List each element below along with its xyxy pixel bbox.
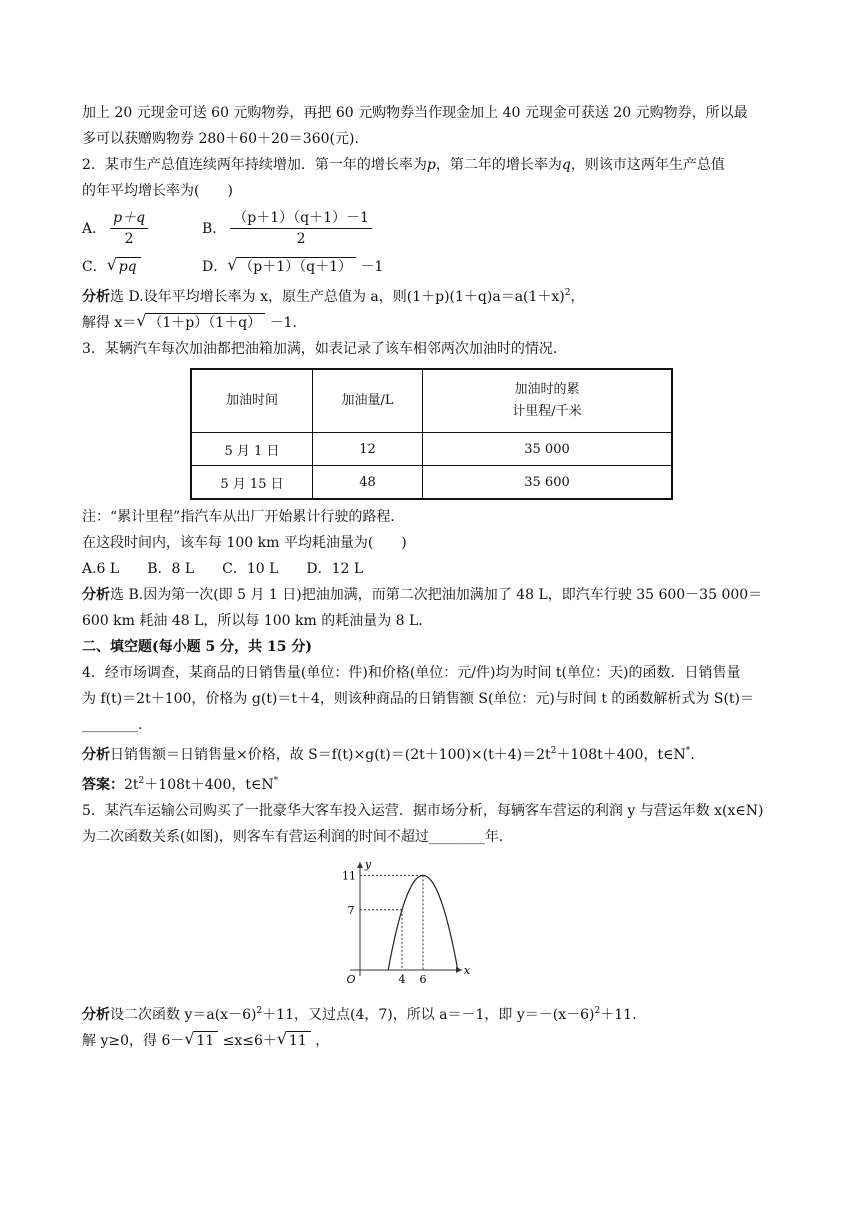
y-axis-label: y [364,858,372,871]
question-3: 3．某辆汽车每次加油都把油箱加满，如表记录了该车相邻两次加油时的情况． [82,341,567,357]
text-line: 多可以获赠购物券 280＋60＋20＝360(元). [82,131,359,147]
options-row [82,252,782,280]
table-cell: 5 月 15 日 [191,466,313,500]
table-header: 加油时间 [191,369,313,433]
table-cell: 12 [313,433,423,466]
question-2: 2．某市生产总值连续两年持续增加．第一年的增长率为p，第二年的增长率为q，则该市这两年生产总值 [82,157,725,173]
question-3-options: A.6 L B．8 L C．10 L D．12 L [82,561,364,577]
analysis-5: 分析设二次函数 $y=a(x-6)^2+11$，又过点(4，7)，所以 a＝－1，即 $y=-(x-6)^2+11$. [82,1006,637,1023]
text-line: 600 km 耗油 48 L，所以每 100 km 的耗油量为 8 L． [82,613,433,629]
y-axis-arrow [357,862,363,868]
answer-blank: ________. [82,717,143,733]
parabola-chart [320,858,470,988]
text-line: 加上 20 元现金可送 60 元购物券，再把 60 元购物券当作现金加上 40 元现金可获送 20 元购物券，所以最 [82,105,748,121]
y-tick-label: 11 [342,869,356,883]
origin-label: O [346,973,356,986]
table-cell: 5 月 1 日 [191,433,313,466]
table-header: 加油量/L [313,369,423,433]
analysis-2: 分析选 D.设年平均增长率为 x，原生产总值为 a，则$(1+p)(1+q)a=a(1+x)^2$， [82,288,585,305]
option-c: C． √ pq [82,256,202,276]
parabola-figure [320,858,782,992]
table-cell: 35 600 [423,466,673,500]
table-note: 注：“累计里程”指汽车从出厂开始累计行驶的路程． [82,509,405,525]
text-line: 为 f(t)＝2t＋100，价格为 g(t)＝t＋4，则该种商品的日销售额 S(单位：元)与时间 t 的函数解析式为 S(t)＝ [82,691,755,707]
answer-4: 答案：$2t^2+108t+400$，t∈N* [82,776,279,793]
option-d: D． √ （p＋1）（q＋1） －1 [202,256,383,276]
y-tick-label: 7 [347,903,355,917]
analysis-5-solution: 解 y≥0，得 6－√ 11 ≤x≤6＋√ 11 ， [82,1028,782,1054]
question-4: 4．经市场调查，某商品的日销售量(单位：件)和价格(单位：元/件)均为时间 t(单位：天)的函数．日销售量 [82,665,741,681]
analysis-2-solution: 解得 x＝√ （1＋p）（1＋q） －1. [82,310,782,336]
fuel-table [190,368,673,500]
table-header-row [191,369,672,433]
question-5: 5．某汽车运输公司购买了一批豪华大客车投入运营．据市场分析，每辆客车营运的利润 y 与营运年数 x(x∈N) [82,803,764,819]
table-row [191,466,672,500]
table-header: 加油时的累 计里程/千米 [423,369,673,433]
x-tick-label: 6 [419,973,427,986]
options-row [82,204,782,252]
analysis-3: 分析选 B.因为第一次(即 5 月 1 日)把油加满，而第二次把油加满加了 48 L，即汽车行驶 35 600－35 000＝ [82,587,763,603]
x-tick-label: 4 [398,973,406,986]
section-heading: 二、填空题(每小题 5 分，共 15 分) [82,639,312,655]
option-a: A． $\frac{p+q}{2}$ [82,208,202,249]
table-cell: 48 [313,466,423,500]
text-line: 的年平均增长率为( ) [82,183,233,199]
option-b: B． $\frac{(p+1)(q+1)-1}{2}$ [202,208,372,249]
analysis-4: 分析日销售额＝日销售量×价格，故 $S=f(t)\times g(t)=(2t+100)\times(t+4)=2t^2+108t+400$，t∈N*. [82,746,695,763]
table-row [191,433,672,466]
text-line: 为二次函数关系(如图)，则客车有营运利润的时间不超过________年． [82,829,513,845]
table-cell: 35 000 [423,433,673,466]
text-line: 在这段时间内，该车每 100 km 平均耗油量为( ) [82,535,407,551]
document-page [82,100,782,1054]
x-axis-label: x [463,964,470,977]
